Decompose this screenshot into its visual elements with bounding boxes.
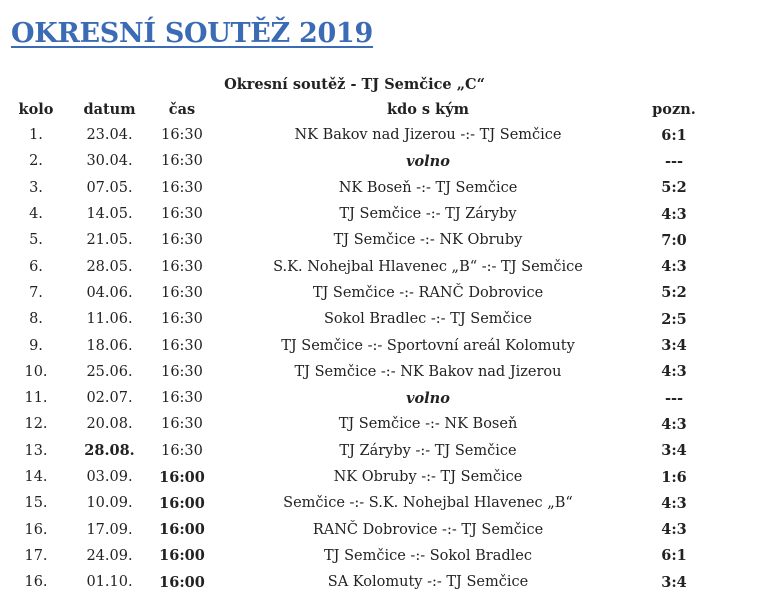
date-cell: 21.05. bbox=[86, 232, 133, 249]
kolo-cell: 8. bbox=[29, 311, 43, 328]
date-cell: 23.04. bbox=[86, 127, 133, 144]
date-cell: 11.06. bbox=[86, 311, 133, 328]
match-cell: NK Obruby -:- TJ Semčice bbox=[333, 469, 523, 485]
score-cell: 4:3 bbox=[661, 258, 687, 276]
time-cell: 16:30 bbox=[161, 179, 203, 196]
match-cell: TJ Semčice -:- RANČ Dobrovice bbox=[312, 284, 544, 301]
kolo-cell: 9. bbox=[29, 337, 43, 354]
match-cell: TJ Záryby -:- TJ Semčice bbox=[339, 442, 517, 459]
table-row bbox=[0, 411, 709, 437]
time-cell: 16:30 bbox=[161, 311, 203, 328]
match-cell: TJ Semčice -:- NK Bakov nad Jizerou bbox=[294, 363, 562, 380]
match-cell: TJ Semčice -:- NK Boseň bbox=[338, 416, 518, 433]
time-cell: 16:00 bbox=[159, 494, 205, 512]
date-cell: 10.09. bbox=[86, 495, 133, 512]
match-cell: S.K. Nohejbal Hlavenec „B“ -:- TJ Semčice bbox=[273, 258, 583, 275]
time-cell: 16:30 bbox=[161, 206, 203, 223]
table-header-row bbox=[0, 96, 709, 122]
table-row bbox=[0, 148, 709, 174]
match-cell: Sokol Bradlec -:- TJ Semčice bbox=[324, 311, 532, 328]
date-cell: 24.09. bbox=[86, 547, 133, 564]
kolo-cell: 7. bbox=[29, 284, 43, 301]
date-cell: 25.06. bbox=[86, 363, 133, 380]
time-cell: 16:30 bbox=[161, 442, 203, 459]
time-cell: 16:30 bbox=[161, 232, 203, 249]
match-cell: volno bbox=[406, 389, 450, 407]
time-cell: 16:30 bbox=[161, 337, 203, 354]
table-row bbox=[0, 332, 709, 358]
date-cell: 01.10. bbox=[86, 574, 133, 591]
page-title: OKRESNÍ SOUTĚŽ 2019 bbox=[11, 18, 374, 49]
column-header-pozn: pozn. bbox=[652, 100, 696, 118]
match-cell: RANČ Dobrovice -:- TJ Semčice bbox=[312, 521, 544, 538]
match-cell: NK Boseň -:- TJ Semčice bbox=[338, 179, 518, 196]
date-cell: 04.06. bbox=[86, 284, 133, 301]
score-cell: --- bbox=[664, 152, 684, 170]
score-cell: 4:3 bbox=[661, 363, 687, 381]
date-cell: 02.07. bbox=[86, 390, 133, 407]
date-cell: 14.05. bbox=[86, 206, 133, 223]
score-cell: 4:3 bbox=[661, 521, 687, 539]
date-cell: 28.08. bbox=[84, 442, 135, 460]
time-cell: 16:00 bbox=[159, 573, 205, 591]
score-cell: --- bbox=[664, 389, 684, 407]
kolo-cell: 14. bbox=[24, 469, 48, 485]
date-cell: 28.05. bbox=[86, 258, 133, 275]
time-cell: 16:30 bbox=[161, 258, 203, 275]
table-caption: Okresní soutěž - TJ Semčice „C“ bbox=[224, 76, 485, 93]
time-cell: 16:30 bbox=[161, 363, 203, 380]
schedule-table bbox=[0, 96, 709, 595]
match-cell: TJ Semčice -:- Sportovní areál Kolomuty bbox=[281, 337, 575, 354]
kolo-cell: 16. bbox=[24, 574, 48, 591]
score-cell: 4:3 bbox=[661, 205, 687, 223]
table-row bbox=[0, 280, 709, 306]
kolo-cell: 5. bbox=[29, 232, 43, 249]
date-cell: 18.06. bbox=[86, 337, 133, 354]
kolo-cell: 11. bbox=[24, 390, 48, 407]
column-header-datum: datum bbox=[83, 100, 136, 118]
date-cell: 30.04. bbox=[86, 153, 133, 170]
table-row bbox=[0, 306, 709, 332]
score-cell: 3:4 bbox=[661, 337, 687, 355]
kolo-cell: 12. bbox=[24, 416, 48, 433]
match-cell: TJ Semčice -:- NK Obruby bbox=[333, 232, 523, 249]
date-cell: 03.09. bbox=[86, 469, 133, 485]
table-row bbox=[0, 569, 709, 595]
kolo-cell: 15. bbox=[24, 495, 48, 512]
time-cell: 16:30 bbox=[161, 416, 203, 433]
score-cell: 2:5 bbox=[661, 310, 687, 328]
match-cell: SA Kolomuty -:- TJ Semčice bbox=[327, 574, 529, 591]
column-header-match: kdo s kým bbox=[387, 100, 469, 118]
match-cell: TJ Semčice -:- TJ Záryby bbox=[339, 206, 517, 223]
score-cell: 4:3 bbox=[661, 494, 687, 512]
table-row bbox=[0, 122, 709, 148]
time-cell: 16:30 bbox=[161, 127, 203, 144]
kolo-cell: 6. bbox=[29, 258, 43, 275]
match-cell: volno bbox=[406, 152, 450, 170]
time-cell: 16:00 bbox=[159, 547, 205, 565]
score-cell: 4:3 bbox=[661, 415, 687, 433]
kolo-cell: 10. bbox=[24, 363, 48, 380]
score-cell: 5:2 bbox=[661, 179, 687, 197]
date-cell: 07.05. bbox=[86, 179, 133, 196]
table-row bbox=[0, 359, 709, 385]
kolo-cell: 1. bbox=[29, 127, 43, 144]
kolo-cell: 16. bbox=[24, 521, 48, 538]
table-body bbox=[0, 122, 709, 595]
time-cell: 16:30 bbox=[161, 153, 203, 170]
table-row bbox=[0, 175, 709, 201]
date-cell: 17.09. bbox=[86, 521, 133, 538]
kolo-cell: 13. bbox=[24, 442, 48, 459]
time-cell: 16:00 bbox=[159, 521, 205, 539]
table-row bbox=[0, 227, 709, 253]
table-row bbox=[0, 438, 709, 464]
match-cell: TJ Semčice -:- Sokol Bradlec bbox=[324, 547, 532, 564]
table-row bbox=[0, 385, 709, 411]
time-cell: 16:00 bbox=[159, 468, 205, 486]
table-row bbox=[0, 516, 709, 542]
kolo-cell: 4. bbox=[29, 206, 43, 223]
table-row bbox=[0, 464, 709, 490]
column-header-kolo: kolo bbox=[18, 100, 54, 118]
column-header-cas: čas bbox=[168, 100, 196, 118]
kolo-cell: 3. bbox=[29, 179, 43, 196]
date-cell: 20.08. bbox=[86, 416, 133, 433]
score-cell: 5:2 bbox=[661, 284, 687, 302]
table-row bbox=[0, 253, 709, 279]
match-cell: NK Bakov nad Jizerou -:- TJ Semčice bbox=[294, 127, 562, 144]
time-cell: 16:30 bbox=[161, 390, 203, 407]
table-row bbox=[0, 490, 709, 516]
kolo-cell: 2. bbox=[29, 153, 43, 170]
score-cell: 1:6 bbox=[661, 468, 687, 486]
table-row bbox=[0, 543, 709, 569]
score-cell: 6:1 bbox=[661, 547, 687, 565]
score-cell: 3:4 bbox=[661, 442, 687, 460]
match-cell: Semčice -:- S.K. Nohejbal Hlavenec „B“ bbox=[283, 495, 573, 512]
table-row bbox=[0, 201, 709, 227]
score-cell: 7:0 bbox=[661, 231, 687, 249]
score-cell: 6:1 bbox=[661, 126, 687, 144]
time-cell: 16:30 bbox=[161, 284, 203, 301]
score-cell: 3:4 bbox=[661, 573, 687, 591]
kolo-cell: 17. bbox=[24, 547, 48, 564]
